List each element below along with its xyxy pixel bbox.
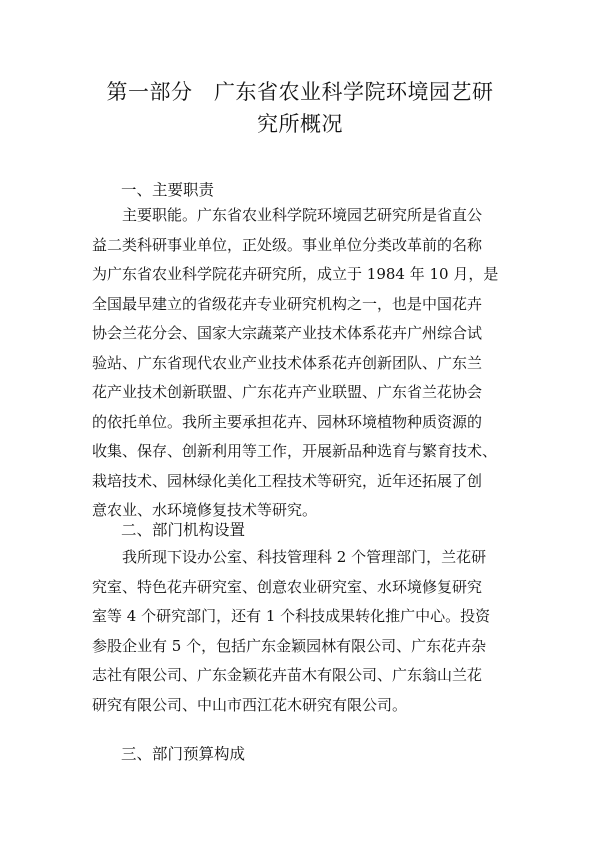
paragraph-line: 栽培技术、园林绿化美化工程技术等研究，近年还拓展了创 bbox=[92, 471, 483, 490]
paragraph-line: 花产业技术创新联盟、广东花卉产业联盟、广东省兰花协会 bbox=[92, 383, 483, 401]
paragraph-line: 参股企业有 5 个，包括广东金颖园林有限公司、广东花卉杂 bbox=[92, 636, 487, 655]
paragraph-line: 的依托单位。我所主要承担花卉、园林环境植物种质资源的 bbox=[92, 412, 483, 431]
paragraph-line: 收集、保存、创新利用等工作，开展新品种选育与繁育技术、 bbox=[92, 442, 498, 460]
paragraph-line: 我所现下设办公室、科技管理科 2 个管理部门，兰花研 bbox=[92, 548, 487, 566]
section-body-responsibilities bbox=[92, 201, 512, 526]
paragraph-line: 志社有限公司、广东金颖花卉苗木有限公司、广东翁山兰花 bbox=[92, 666, 483, 684]
paragraph-line: 为广东省农业科学院花卉研究所，成立于 1984 年 10 月，是 bbox=[92, 265, 499, 283]
section-heading-responsibilities: 一、主要职责 bbox=[121, 181, 215, 199]
page-title-line-2: 究所概况 bbox=[257, 112, 343, 136]
paragraph-line: 研究有限公司、中山市西江花木研究有限公司。 bbox=[92, 695, 408, 714]
paragraph-line: 意农业、水环境修复技术等研究。 bbox=[92, 501, 318, 519]
page-title-line-1: 第一部分 广东省农业科学院环境园艺研 bbox=[106, 80, 494, 104]
paragraph-line: 究室、特色花卉研究室、创意农业研究室、水环境修复研究 bbox=[92, 577, 483, 596]
section-heading-departments: 二、部门机构设置 bbox=[121, 521, 246, 539]
paragraph-line: 协会兰花分会、国家大宗蔬菜产业技术体系花卉广州综合试 bbox=[92, 324, 483, 342]
paragraph-line: 全国最早建立的省级花卉专业研究机构之一，也是中国花卉 bbox=[92, 294, 483, 313]
section-heading-budget: 三、部门预算构成 bbox=[121, 745, 246, 763]
paragraph-line: 主要职能。广东省农业科学院环境园艺研究所是省直公 bbox=[92, 206, 483, 224]
page-title bbox=[90, 76, 510, 140]
section-body-departments bbox=[92, 543, 512, 720]
paragraph-line: 室等 4 个研究部门，还有 1 个科技成果转化推广中心。投资 bbox=[92, 607, 491, 625]
paragraph-line: 验站、广东省现代农业产业技术体系花卉创新团队、广东兰 bbox=[92, 353, 483, 372]
paragraph-line: 益二类科研事业单位，正处级。事业单位分类改革前的名称 bbox=[92, 235, 483, 254]
